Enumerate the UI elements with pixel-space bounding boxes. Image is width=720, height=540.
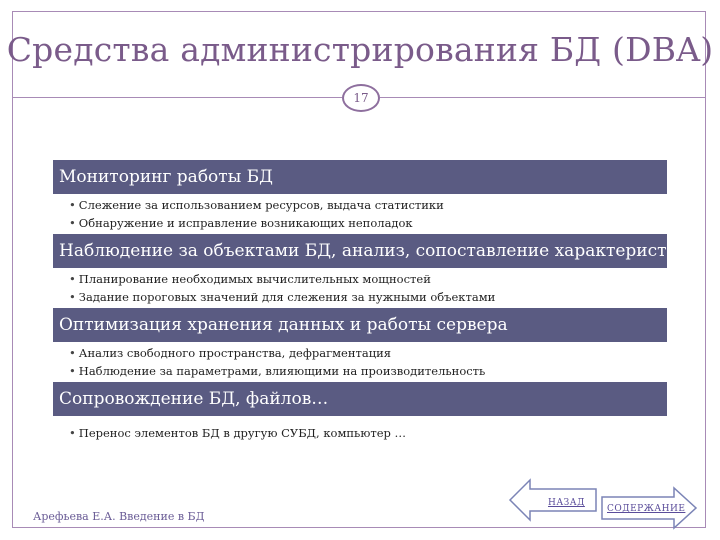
list-item xyxy=(69,362,667,380)
back-button[interactable]: НАЗАД xyxy=(548,498,585,508)
list-item-text: Обнаружение и исправление возникающих неполадок xyxy=(78,216,413,230)
slide-number: 17 xyxy=(342,84,380,112)
contents-button[interactable]: СОДЕРЖАНИЕ xyxy=(607,504,686,514)
bullet-list xyxy=(53,416,667,442)
bullet-icon: • xyxy=(69,216,76,230)
section-heading: Оптимизация хранения данных и работы сервера xyxy=(53,308,667,342)
list-item-text: Наблюдение за параметрами, влияющими на производительность xyxy=(78,364,486,378)
section-heading: Сопровождение БД, файлов… xyxy=(53,382,667,416)
title-divider-right xyxy=(380,97,706,98)
bullet-icon: • xyxy=(69,198,76,212)
bullet-list xyxy=(53,268,667,306)
title-divider-left xyxy=(12,97,342,98)
bullet-icon: • xyxy=(69,346,76,360)
list-item xyxy=(69,288,667,306)
list-item xyxy=(69,424,667,442)
section-maintenance xyxy=(53,382,667,442)
content-list xyxy=(53,160,689,444)
list-item-text: Планирование необходимых вычислительных мощностей xyxy=(78,272,431,286)
bullet-list xyxy=(53,194,667,232)
list-item-text: Анализ свободного пространства, дефрагментация xyxy=(78,346,392,360)
list-item-text: Перенос элементов БД в другую СУБД, компьютер … xyxy=(78,426,407,440)
list-item xyxy=(69,270,667,288)
section-optimization xyxy=(53,308,667,380)
list-item-text: Слежение за использованием ресурсов, выдача статистики xyxy=(78,198,444,212)
list-item xyxy=(69,214,667,232)
bullet-icon: • xyxy=(69,426,76,440)
slide-title: Средства администрирования БД (DBA) xyxy=(6,30,714,69)
footer-author: Арефьева Е.А. Введение в БД xyxy=(33,510,205,523)
list-item-text: Задание пороговых значений для слежения за нужными объектами xyxy=(78,290,496,304)
bullet-icon: • xyxy=(69,290,76,304)
list-item xyxy=(69,344,667,362)
section-heading: Мониторинг работы БД xyxy=(53,160,667,194)
bullet-list xyxy=(53,342,667,380)
bullet-icon: • xyxy=(69,364,76,378)
bullet-icon: • xyxy=(69,272,76,286)
section-heading: Наблюдение за объектами БД, анализ, сопоставление характеристик xyxy=(53,234,667,268)
list-item xyxy=(69,196,667,214)
section-observation xyxy=(53,234,689,306)
section-monitoring xyxy=(53,160,667,232)
